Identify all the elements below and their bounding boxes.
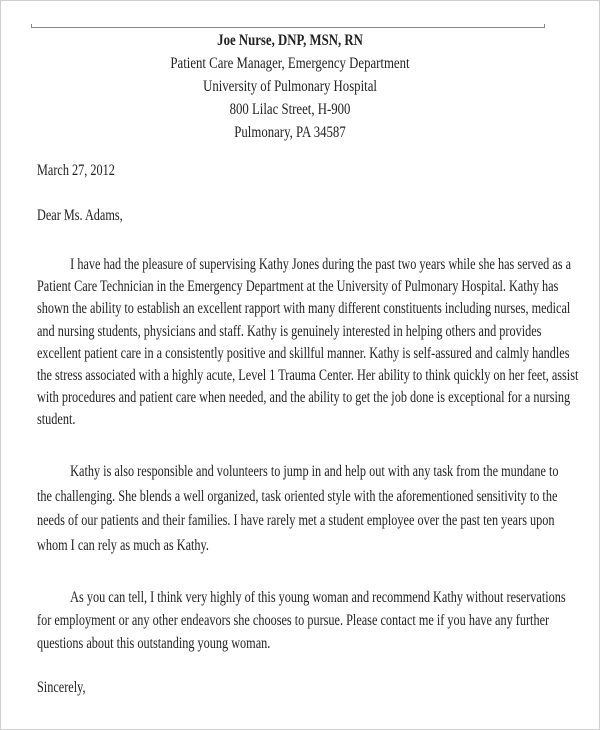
sender-city: Pulmonary, PA 34587	[234, 124, 346, 141]
paragraph-line: the stress associated with a highly acute, Level 1 Trauma Center. Her ability to think quickly on her feet, assist	[37, 366, 579, 384]
paragraph-line: needs of our patients and their families. I have rarely met a student employee over the past ten years upon	[37, 512, 555, 530]
paragraph-1	[37, 254, 600, 432]
header-rule	[31, 27, 545, 28]
sender-street: 800 Lilac Street, H-900	[229, 101, 351, 118]
closing-text: Sincerely,	[37, 679, 86, 696]
paragraph-2	[37, 460, 600, 558]
paragraph-line: excellent patient care in a consistently positive and skillful manner. Kathy is self-assured and calmly handles	[37, 344, 570, 362]
paragraph-line: and nursing students, physicians and staff. Kathy is genuinely interested in helping others and provides	[37, 322, 542, 340]
paragraph-3	[37, 586, 600, 655]
paragraph-line: Patient Care Technician in the Emergency Department at the University of Pulmonary Hospital. Kathy has	[37, 278, 559, 296]
paragraph-line: I have had the pleasure of supervising Kathy Jones during the past two years while she has served as a	[70, 256, 572, 273]
letterhead	[0, 29, 580, 144]
letter-date	[37, 162, 136, 180]
salutation-text: Dear Ms. Adams,	[37, 207, 123, 224]
date-text: March 27, 2012	[37, 162, 115, 179]
paragraph-line: As you can tell, I think very highly of this young woman and recommend Kathy without reservations	[70, 589, 566, 606]
paragraph-line: whom I can rely as much as Kathy.	[37, 536, 209, 554]
closing	[37, 679, 98, 697]
sender-name: Joe Nurse, DNP, MSN, RN	[217, 32, 363, 49]
sender-institution: University of Pulmonary Hospital	[203, 78, 377, 95]
paragraph-line: the challenging. She blends a well organized, task oriented style with the aforementioned sensitivity to the	[37, 487, 558, 505]
paragraph-line: Kathy is also responsible and volunteers to jump in and help out with any task from the mundane to	[70, 463, 559, 480]
salutation	[37, 207, 146, 225]
paragraph-line: student.	[37, 411, 76, 429]
paragraph-line: questions about this outstanding young woman.	[37, 635, 271, 652]
sender-title: Patient Care Manager, Emergency Department	[170, 55, 410, 72]
paragraph-line: for employment or any other endeavors she chooses to pursue. Please contact me if you have any further	[37, 612, 550, 629]
paragraph-line: with procedures and patient care when needed, and the ability to get the job done is exceptional for a nursing	[37, 389, 571, 407]
paragraph-line: shown the ability to establish an excellent rapport with many different constituents including nurses, medical	[37, 300, 571, 318]
